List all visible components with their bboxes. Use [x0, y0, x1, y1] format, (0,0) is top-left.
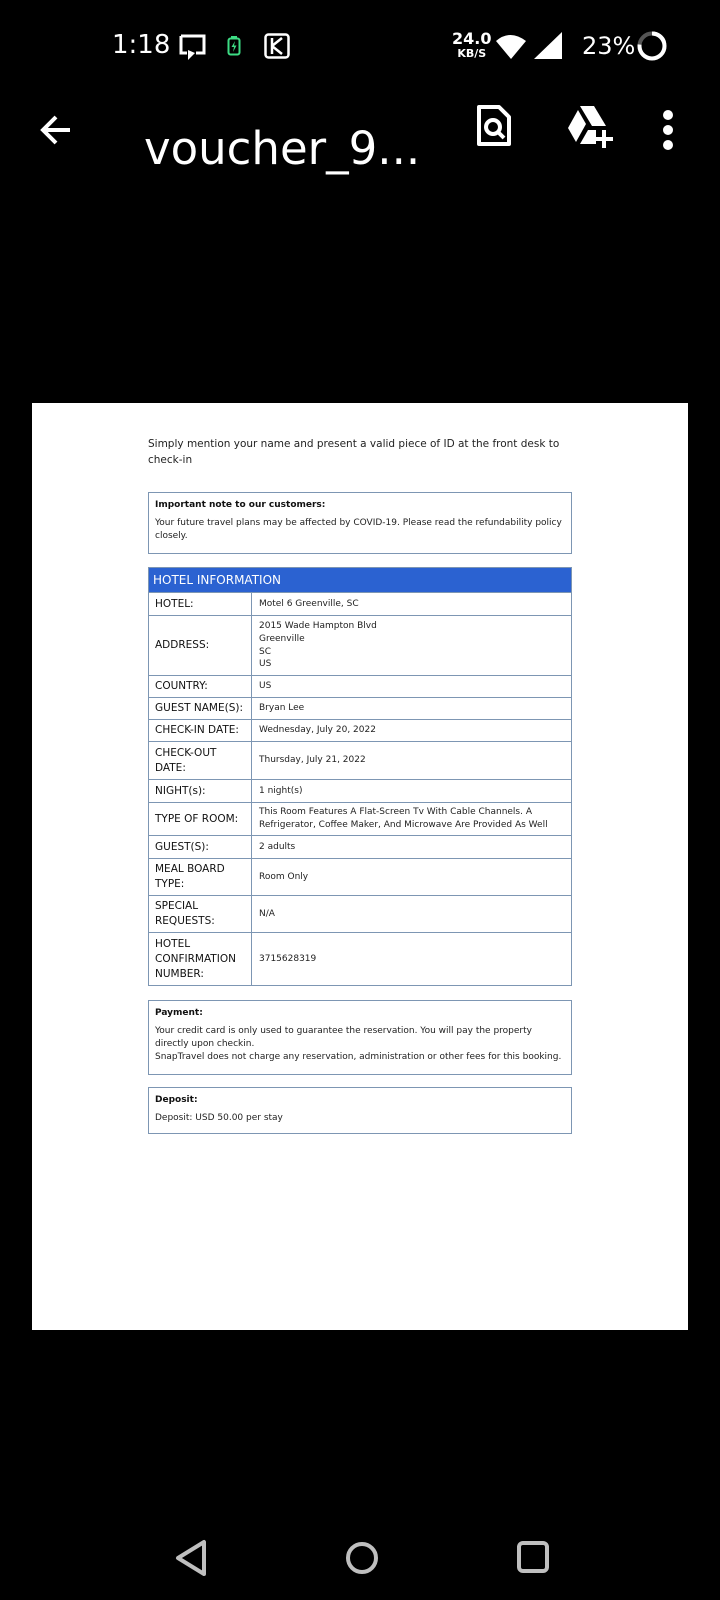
nav-recents-icon[interactable] — [512, 1536, 556, 1580]
row-label: SPECIAL REQUESTS: — [149, 896, 252, 932]
covid-notice-box — [148, 492, 572, 554]
status-bar — [0, 0, 720, 92]
deposit-text: Deposit: USD 50.00 per stay — [155, 1113, 283, 1123]
table-row — [149, 779, 571, 802]
row-label: HOTEL: — [149, 593, 252, 615]
row-label: GUEST(S): — [149, 836, 252, 858]
drive-add-icon[interactable] — [566, 104, 614, 152]
table-row — [149, 675, 571, 697]
row-label: COUNTRY: — [149, 676, 252, 697]
network-speed-unit: KB/S — [457, 47, 487, 60]
row-label: CHECK-OUT DATE: — [149, 742, 252, 779]
row-value: 3715628319 — [259, 953, 317, 964]
table-row — [149, 895, 571, 932]
payment-box — [148, 1000, 572, 1075]
cast-icon — [178, 33, 208, 66]
row-value: Motel 6 Greenville, SC — [259, 598, 359, 609]
nav-home-icon[interactable] — [340, 1536, 384, 1580]
row-value: N/A — [259, 908, 275, 919]
battery-percent: 23% — [582, 32, 636, 60]
covid-notice-text: Your future travel plans may be affected by COVID-19. Please read the refundability policy closely. — [155, 518, 562, 541]
row-label: HOTEL CONFIRMATION NUMBER: — [149, 933, 252, 985]
kindle-icon — [264, 33, 290, 64]
navigation-bar — [0, 1520, 720, 1600]
deposit-box — [148, 1087, 572, 1134]
table-row — [149, 741, 571, 779]
battery-ring-icon — [636, 30, 668, 67]
document-search-icon[interactable] — [475, 104, 523, 152]
row-value: 2 adults — [259, 841, 296, 852]
more-vert-icon[interactable] — [658, 104, 678, 152]
wifi-icon — [494, 33, 530, 66]
row-label: CHECK-IN DATE: — [149, 720, 252, 741]
status-time: 1:18 — [112, 30, 171, 60]
row-value: Bryan Lee — [259, 703, 305, 714]
payment-title: Payment: — [155, 1008, 203, 1018]
hotel-information-table — [148, 567, 572, 986]
document-page[interactable] — [32, 403, 688, 1330]
row-value: 1 night(s) — [259, 785, 303, 796]
row-value: This Room Features A Flat-Screen Tv With Cable Channels. A Refrigerator, Coffee Maker, And Microwave Are Provided As Well — [259, 807, 548, 830]
row-label: NIGHT(s): — [149, 780, 252, 802]
back-arrow-icon[interactable] — [36, 110, 76, 150]
table-row — [149, 592, 571, 615]
row-label: ADDRESS: — [149, 616, 252, 675]
hotel-information-header: HOTEL INFORMATION — [149, 568, 571, 592]
table-row — [149, 835, 571, 858]
row-value: US — [259, 681, 272, 692]
row-value: Room Only — [259, 871, 309, 882]
payment-text: Your credit card is only used to guarantee the reservation. You will pay the property directly upon checkin. SnapTravel does not charge any reservation, administration or other fees for this booking. — [155, 1026, 562, 1062]
row-value: Wednesday, July 20, 2022 — [259, 725, 376, 736]
network-speed — [452, 31, 491, 59]
signal-icon — [533, 32, 563, 65]
document-title: voucher_9... — [144, 122, 421, 175]
covid-notice-title: Important note to our customers: — [155, 500, 326, 510]
row-label: MEAL BOARD TYPE: — [149, 859, 252, 895]
app-bar — [0, 92, 720, 212]
table-row — [149, 802, 571, 835]
table-row — [149, 858, 571, 895]
table-row — [149, 932, 571, 985]
intro-text: Simply mention your name and present a valid piece of ID at the front desk to check-in — [148, 438, 560, 466]
row-value: 2015 Wade Hampton Blvd Greenville SC US — [259, 620, 377, 670]
row-label: GUEST NAME(S): — [149, 698, 252, 719]
deposit-title: Deposit: — [155, 1095, 198, 1105]
table-row — [149, 697, 571, 719]
network-speed-value: 24.0 — [452, 29, 492, 48]
row-value: Thursday, July 21, 2022 — [259, 755, 366, 766]
table-row — [149, 719, 571, 741]
row-label: TYPE OF ROOM: — [149, 803, 252, 835]
nav-back-icon[interactable] — [170, 1536, 214, 1580]
battery-saver-icon — [227, 36, 241, 61]
table-row — [149, 615, 571, 675]
